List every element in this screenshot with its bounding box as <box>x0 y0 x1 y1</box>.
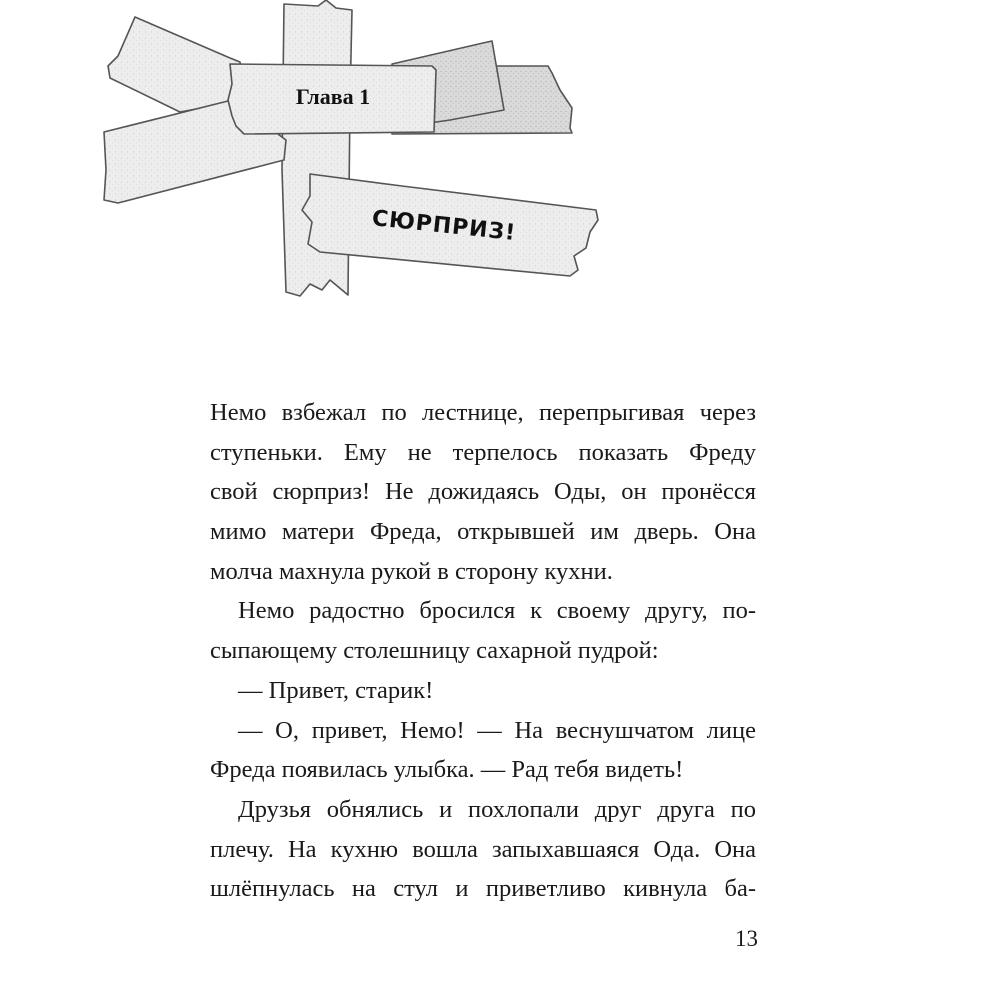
text-line: мимо матери Фреда, открывшей им дверь. Она <box>210 518 756 546</box>
text-line: — Привет, старик! <box>238 676 434 704</box>
chapter-number-label: Глава 1 <box>295 84 371 109</box>
text-line: Немо взбежал по лестнице, перепрыгивая через <box>210 399 756 426</box>
text-line: сыпающему столешницу сахарной пудрой: <box>210 637 659 665</box>
chapter-heading-illustration <box>0 0 1000 320</box>
signpost-drawing <box>0 0 1000 320</box>
body-text <box>210 393 756 909</box>
text-line: Немо радостно бросился к своему другу, по- <box>238 597 756 625</box>
text-line: молча махнула рукой в сторону кухни. <box>210 557 613 585</box>
plank-upper-left <box>108 17 245 112</box>
text-line: ступеньки. Ему не терпелось показать Фреду <box>210 438 756 466</box>
text-line: плечу. На кухню вошла запыхавшаяся Ода. Она <box>210 835 756 863</box>
text-line: Друзья обнялись и похлопали друг друга по <box>238 795 756 823</box>
text-line: — О, привет, Немо! — На веснушчатом лице <box>238 716 756 744</box>
text-line: Фреда появилась улыбка. — Рад тебя видеть! <box>210 756 684 784</box>
text-line: шлёпнулась на стул и приветливо кивнула ба- <box>210 875 756 903</box>
page-number: 13 <box>735 926 758 951</box>
text-line: свой сюрприз! Не дожидаясь Оды, он пронёсся <box>210 478 756 506</box>
chapter-title-label: СЮРПРИЗ! <box>370 206 518 247</box>
